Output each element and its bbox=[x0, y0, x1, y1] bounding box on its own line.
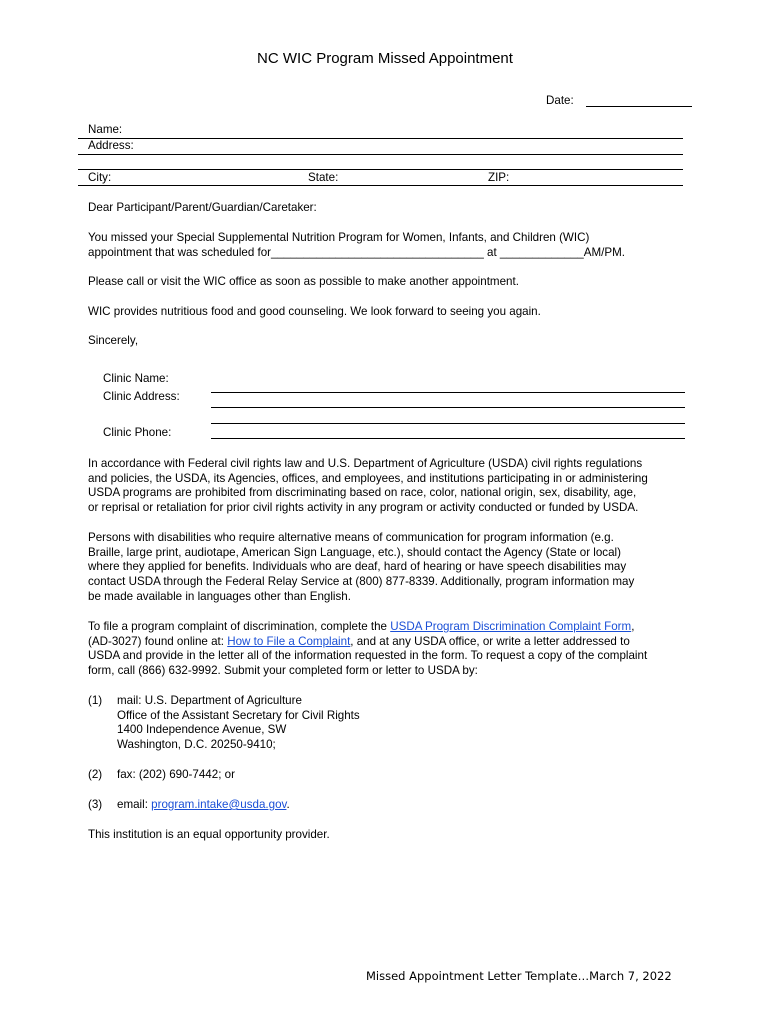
email-number: (3) bbox=[88, 798, 103, 811]
clinic-address-line[interactable] bbox=[211, 407, 685, 408]
complaint-paragraph bbox=[88, 620, 698, 679]
disabilities-paragraph bbox=[88, 531, 698, 605]
disabilities-line: where they applied for benefits. Individuals who are deaf, hard of hearing or have speech disabilities may bbox=[88, 560, 627, 574]
clinic-name-label: Clinic Name: bbox=[103, 372, 169, 385]
complaint-text: (AD-3027) found online at: bbox=[88, 634, 228, 648]
name-line[interactable] bbox=[78, 138, 683, 139]
sincerely-text: Sincerely, bbox=[88, 334, 139, 347]
fax-number: (2) bbox=[88, 768, 103, 781]
clinic-address-line-2[interactable] bbox=[211, 423, 685, 424]
salutation: Dear Participant/Parent/Guardian/Caretaker: bbox=[88, 201, 317, 214]
page-title: NC WIC Program Missed Appointment bbox=[257, 50, 513, 67]
footer-text: Missed Appointment Letter Template…March 7, 2022 bbox=[366, 969, 672, 983]
civil-rights-line: and policies, the USDA, its Agencies, offices, and employees, and institutions participating in or administering bbox=[88, 471, 648, 485]
complaint-line-4: form, call (866) 632-9992. Submit your completed form or letter to USDA by: bbox=[88, 664, 478, 678]
complaint-text: , bbox=[631, 620, 635, 633]
missed-paragraph bbox=[88, 231, 698, 260]
mail-number: (1) bbox=[88, 694, 103, 707]
complaint-line-3: USDA and provide in the letter all of the information requested in the form. To request a copy of the complaint bbox=[88, 649, 648, 663]
email-line bbox=[117, 798, 290, 813]
disabilities-line: Persons with disabilities who require alternative means of communication for program information (e.g. bbox=[88, 531, 614, 544]
mail-address-block bbox=[117, 694, 360, 753]
complaint-text: To file a program complaint of discrimination, complete the bbox=[88, 620, 391, 633]
clinic-phone-label: Clinic Phone: bbox=[103, 426, 172, 439]
civil-rights-line: or reprisal or retaliation for prior civil rights activity in any program or activity conducted or funded by USDA. bbox=[88, 501, 639, 515]
complaint-text: , and at any USDA office, or write a letter addressed to bbox=[350, 634, 630, 648]
mail-line: mail: U.S. Department of Agriculture bbox=[117, 694, 302, 707]
mail-line: Washington, D.C. 20250-9410; bbox=[117, 738, 276, 752]
clinic-address-label: Clinic Address: bbox=[103, 390, 180, 403]
address-line[interactable] bbox=[78, 154, 683, 155]
complaint-line-2 bbox=[88, 635, 698, 650]
city-label: City: bbox=[88, 171, 112, 184]
clinic-name-line[interactable] bbox=[211, 392, 685, 393]
zip-label: ZIP: bbox=[488, 171, 510, 184]
email-period: . bbox=[286, 798, 290, 811]
date-label: Date: bbox=[546, 94, 574, 107]
mail-line: Office of the Assistant Secretary for Civil Rights bbox=[117, 708, 360, 722]
disabilities-line: Braille, large print, audiotape, American Sign Language, etc.), should contact the Agency (State or local) bbox=[88, 545, 621, 559]
clinic-phone-line[interactable] bbox=[211, 438, 685, 439]
civil-rights-line: In accordance with Federal civil rights law and U.S. Department of Agriculture (USDA) civil rights regulations bbox=[88, 457, 643, 470]
equal-opportunity-text: This institution is an equal opportunity provider. bbox=[88, 828, 330, 841]
address-label: Address: bbox=[88, 139, 134, 152]
email-link[interactable]: program.intake@usda.gov bbox=[151, 798, 287, 811]
missed-line-1: You missed your Special Supplemental Nutrition Program for Women, Infants, and Children (WIC) bbox=[88, 231, 590, 244]
civil-rights-paragraph bbox=[88, 457, 698, 516]
fax-text: fax: (202) 690-7442; or bbox=[117, 768, 235, 781]
city-state-zip-line[interactable] bbox=[78, 185, 683, 186]
wic-provides-text: WIC provides nutritious food and good counseling. We look forward to seeing you again. bbox=[88, 305, 541, 318]
mail-line: 1400 Independence Avenue, SW bbox=[117, 723, 287, 737]
state-label: State: bbox=[308, 171, 339, 184]
how-to-file-link[interactable]: How to File a Complaint bbox=[227, 634, 351, 648]
complaint-line-1 bbox=[88, 620, 698, 635]
missed-line-2: appointment that was scheduled for_________________________________ at _____________AM/PM. bbox=[88, 245, 625, 259]
email-label: email: bbox=[117, 798, 152, 811]
date-line[interactable] bbox=[586, 106, 692, 107]
please-call-text: Please call or visit the WIC office as soon as possible to make another appointment. bbox=[88, 275, 519, 288]
name-label: Name: bbox=[88, 123, 123, 136]
complaint-form-link[interactable]: USDA Program Discrimination Complaint Form bbox=[390, 620, 632, 633]
address-line-2[interactable] bbox=[78, 169, 683, 170]
civil-rights-line: USDA programs are prohibited from discriminating based on race, color, national origin, sex, disability, age, bbox=[88, 486, 637, 500]
disabilities-line: be made available in languages other than English. bbox=[88, 589, 351, 603]
disabilities-line: contact USDA through the Federal Relay Service at (800) 877-8339. Additionally, program information may bbox=[88, 575, 635, 589]
